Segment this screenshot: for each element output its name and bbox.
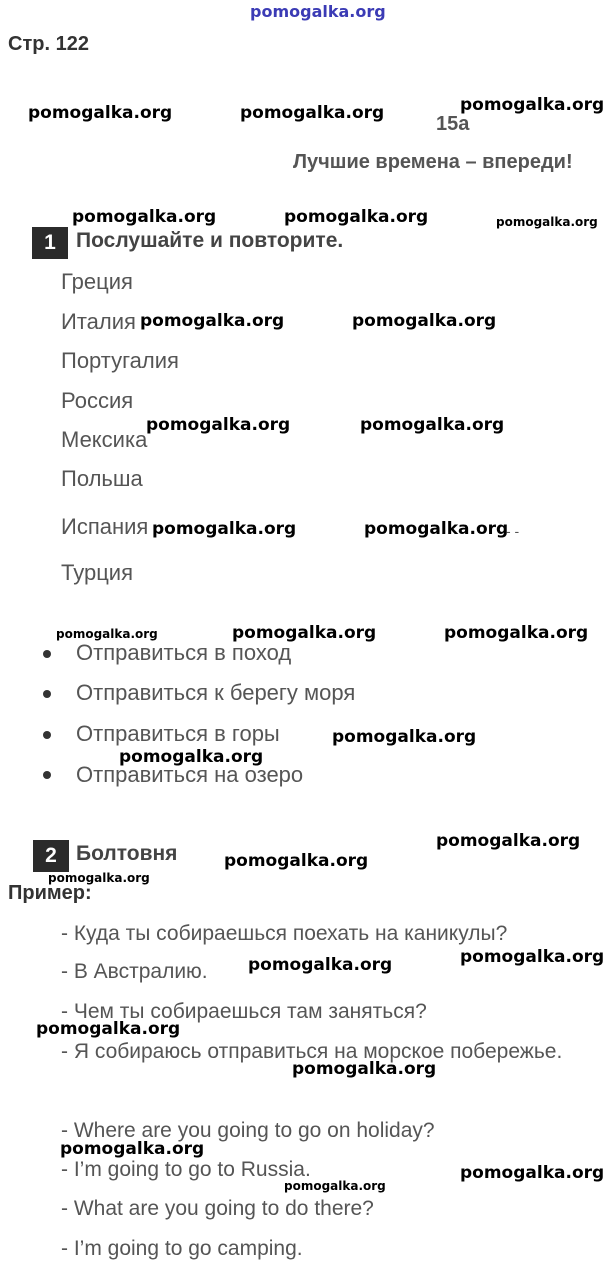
watermark: pomogalka.org bbox=[60, 1139, 205, 1159]
watermark: pomogalka.org bbox=[36, 1019, 181, 1039]
watermark: pomogalka.org bbox=[436, 831, 581, 851]
country-item: Турция bbox=[61, 560, 133, 585]
watermark: pomogalka.org bbox=[460, 95, 605, 115]
watermark: pomogalka.org bbox=[360, 415, 505, 435]
task-number-2: 2 bbox=[33, 840, 69, 872]
watermark: pomogalka.org bbox=[284, 207, 429, 227]
watermark: pomogalka.org bbox=[292, 1059, 437, 1079]
watermark-top: pomogalka.org bbox=[250, 2, 386, 21]
country-item: Италия bbox=[61, 309, 136, 334]
page-label: Стр. 122 bbox=[8, 33, 89, 55]
watermark: pomogalka.org bbox=[284, 1179, 386, 1193]
watermark: pomogalka.org bbox=[152, 519, 297, 539]
watermark: pomogalka.org bbox=[332, 727, 477, 747]
watermark: pomogalka.org bbox=[224, 851, 369, 871]
activity-item: Отправиться на озеро bbox=[76, 762, 304, 787]
watermark: pomogalka.org bbox=[444, 623, 589, 643]
dialogue-line: - I’m going to go camping. bbox=[61, 1237, 303, 1260]
watermark: pomogalka.org bbox=[460, 1163, 605, 1183]
watermark: pomogalka.org bbox=[248, 955, 393, 975]
watermark: pomogalka.org bbox=[72, 207, 217, 227]
stray-mark: - - bbox=[506, 523, 520, 539]
watermark: pomogalka.org bbox=[352, 311, 497, 331]
country-item: Греция bbox=[61, 269, 133, 294]
task-1-title: Послушайте и повторите. bbox=[76, 229, 344, 252]
country-item: Испания bbox=[61, 514, 149, 539]
dialogue-line: - В Австралию. bbox=[61, 960, 208, 983]
task-2-title: Болтовня bbox=[76, 842, 178, 865]
activity-item: Отправиться в горы bbox=[76, 721, 280, 746]
dialogue-line: - What are you going to do there? bbox=[61, 1197, 374, 1220]
dialogue-line: - Куда ты собираешься поехать на каникулы? bbox=[61, 922, 508, 945]
watermark: pomogalka.org bbox=[28, 103, 173, 123]
dialogue-line: - Where are you going to go on holiday? bbox=[61, 1119, 435, 1142]
watermark: pomogalka.org bbox=[119, 747, 264, 767]
watermark: pomogalka.org bbox=[56, 627, 158, 641]
bullet-icon bbox=[43, 731, 51, 739]
example-label: Пример: bbox=[8, 882, 92, 904]
country-item: Россия bbox=[61, 388, 134, 413]
task-number-1: 1 bbox=[32, 227, 68, 259]
watermark: pomogalka.org bbox=[146, 415, 291, 435]
country-item: Польша bbox=[61, 466, 143, 491]
watermark: pomogalka.org bbox=[460, 947, 605, 967]
dialogue-line: - Чем ты собираешься там заняться? bbox=[61, 1000, 427, 1023]
watermark: pomogalka.org bbox=[140, 311, 285, 331]
country-item: Португалия bbox=[61, 348, 179, 373]
bullet-icon bbox=[43, 771, 51, 779]
watermark: pomogalka.org bbox=[496, 215, 598, 229]
dialogue-line: - I’m going to go to Russia. bbox=[61, 1158, 311, 1181]
unit-number: 15a bbox=[436, 113, 470, 135]
dialogue-line: - Я собираюсь отправиться на морское побережье. bbox=[61, 1040, 563, 1063]
bullet-icon bbox=[43, 690, 51, 698]
bullet-icon bbox=[43, 650, 51, 658]
watermark: pomogalka.org bbox=[232, 623, 377, 643]
watermark: pomogalka.org bbox=[240, 103, 385, 123]
activity-item: Отправиться в поход bbox=[76, 640, 292, 665]
activity-item: Отправиться к берегу моря bbox=[76, 680, 356, 705]
unit-title: Лучшие времена – впереди! bbox=[293, 151, 573, 173]
watermark: pomogalka.org bbox=[364, 519, 509, 539]
country-item: Мексика bbox=[61, 427, 148, 452]
watermark: pomogalka.org bbox=[48, 871, 150, 885]
